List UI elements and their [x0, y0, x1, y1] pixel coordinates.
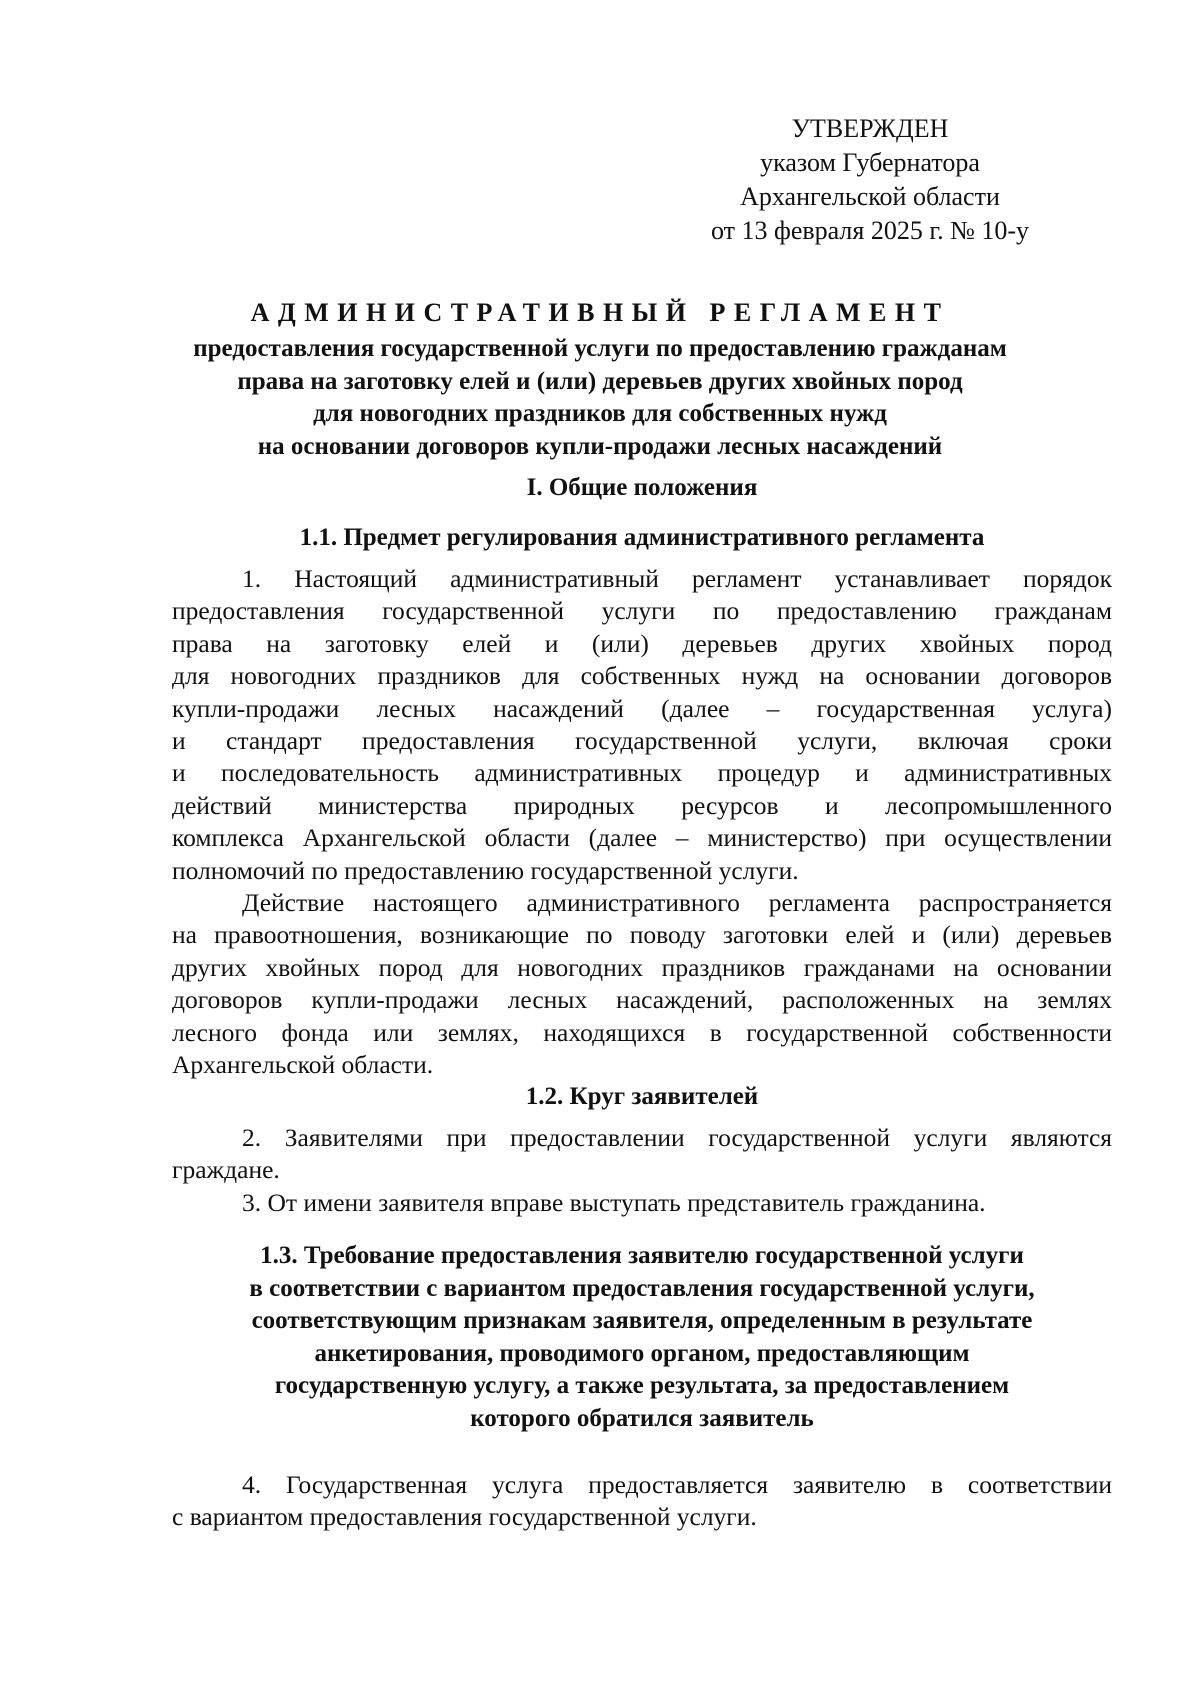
section-heading-text: I. Общие положения — [526, 474, 758, 501]
subsection-heading-text: 1.3. Требование предоставления заявителю государственной услуги — [260, 1242, 1024, 1269]
subtitle-line: на основании договоров купли-продажи лесных насаждений — [257, 432, 943, 460]
subsection-heading-text: 1.2. Круг заявителей — [525, 1083, 759, 1110]
subsection-heading-text: 1.1. Предмет регулирования административного регламента — [299, 524, 985, 551]
paragraph-line: для новогодних праздников для собственных нужд на основании договоров — [172, 661, 1112, 691]
subsection-heading-1-3 — [172, 1240, 1112, 1435]
subsection-heading-1-2 — [172, 1081, 1112, 1114]
paragraph-line: права на заготовку елей и (или) деревьев других хвойных пород — [172, 628, 1112, 658]
document-subtitle — [140, 333, 1060, 463]
approval-line: указом Губернатора — [760, 148, 980, 177]
document-title: АДМИНИСТРАТИВНЫЙ РЕГЛАМЕНТ — [250, 298, 950, 327]
section-heading — [172, 472, 1112, 505]
paragraph-line: Действие настоящего административного регламента распространяется — [242, 888, 1112, 917]
subsection-heading-text: которого обратился заявитель — [470, 1404, 814, 1432]
subtitle-line: права на заготовку елей и (или) деревьев других хвойных пород — [237, 367, 963, 395]
paragraph-line: комплекса Архангельской области (далее – министерство) при осуществлении — [172, 823, 1112, 853]
subsection-heading-text: анкетирования, проводимого органом, предоставляющим — [314, 1339, 970, 1367]
subsection-heading-text: государственную услугу, а также результата, за предоставлением — [274, 1372, 1010, 1399]
paragraph-line: 3. От имени заявителя вправе выступать представитель гражданина. — [242, 1188, 986, 1217]
paragraph-line: купли-продажи лесных насаждений (далее – государственная услуга) — [172, 693, 1112, 723]
paragraph-line: с вариантом предоставления государственной услуги. — [172, 1502, 757, 1532]
paragraph-line: 4. Государственная услуга предоставляется заявителю в соответствии — [242, 1470, 1112, 1499]
paragraph-3 — [172, 1187, 1112, 1219]
paragraph-line: 1. Настоящий административный регламент устанавливает порядок — [242, 564, 1112, 593]
paragraph-line: Архангельской области. — [172, 1049, 434, 1079]
subsection-heading-1-1 — [172, 522, 1112, 555]
paragraph-line: и стандарт предоставления государственной услуги, включая сроки — [172, 725, 1112, 755]
approval-line: УТВЕРЖДЕН — [791, 114, 949, 143]
paragraph-line: на правоотношения, возникающие по поводу заготовки елей и (или) деревьев — [172, 920, 1112, 950]
paragraph-line: полномочий по предоставлению государственной услуги. — [172, 855, 799, 885]
subsection-heading-text: в соответствии с вариантом предоставления государственной услуги, — [249, 1274, 1035, 1302]
subsection-heading-text: соответствующим признакам заявителя, определенным в результате — [251, 1307, 1033, 1334]
paragraph-line: других хвойных пород для новогодних праздников гражданами на основании — [172, 952, 1112, 982]
paragraph-line: предоставления государственной услуги по предоставлению гражданам — [172, 596, 1112, 626]
paragraph-line: граждане. — [172, 1155, 280, 1185]
approval-line: от 13 февраля 2025 г. № 10-у — [710, 216, 1030, 245]
paragraph-line: действий министерства природных ресурсов и лесопромышленного — [172, 790, 1112, 820]
paragraph-scope — [172, 887, 1112, 1081]
paragraph-line: лесного фонда или землях, находящихся в государственной собственности — [172, 1017, 1112, 1047]
paragraph-2 — [172, 1122, 1112, 1187]
subtitle-line: для новогодних праздников для собственных нужд — [313, 400, 887, 427]
paragraph-line: 2. Заявителями при предоставлении государственной услуги являются — [242, 1123, 1112, 1152]
approval-line: Архангельской области — [740, 182, 1000, 211]
paragraph-4 — [172, 1469, 1112, 1534]
paragraph-line: и последовательность административных процедур и административных — [172, 758, 1112, 788]
approval-stamp — [690, 112, 1050, 248]
paragraph-1 — [172, 563, 1112, 887]
subtitle-line: предоставления государственной услуги по предоставлению гражданам — [193, 335, 1007, 362]
paragraph-line: договоров купли-продажи лесных насаждений, расположенных на землях — [172, 985, 1112, 1015]
